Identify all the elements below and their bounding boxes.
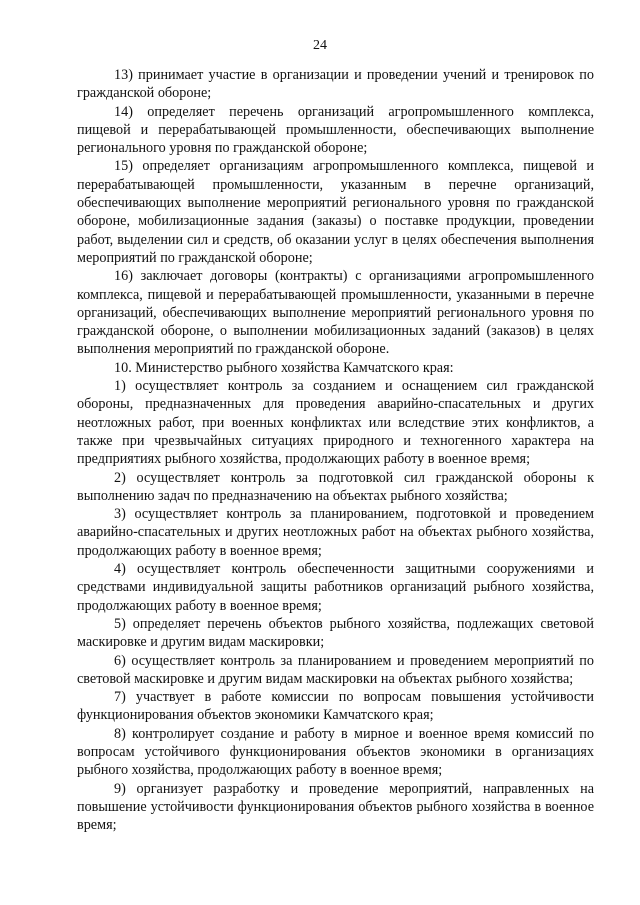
- paragraph-item-2: 2) осуществляет контроль за подготовкой сил гражданской обороны к выполнению задач по предназначению на объектах рыбного хозяйства;: [77, 469, 594, 504]
- section-heading-10: 10. Министерство рыбного хозяйства Камчатского края:: [114, 359, 454, 376]
- paragraph-item-9: 9) организует разработку и проведение мероприятий, направленных на повышение устойчивости функционирования объектов рыбного хозяйства в военное время;: [77, 780, 594, 834]
- paragraph-item-16: 16) заключает договоры (контракты) с организациями агропромышленного комплекса, пищевой и перерабатывающей промышленности, указанными в перечне организаций, обеспечивающих выполнение мероприятий регионального уровня по гражданской обороне, о выполнении мобилизационных заданий (заказов) в целях выполнения мероприятий по гражданской обороне.: [77, 268, 594, 358]
- page-number: 24: [313, 38, 327, 53]
- paragraph-item-1: 1) осуществляет контроль за созданием и оснащением сил гражданской обороны, предназначенных для проведения аварийно-спасательных и других неотложных работ, при военных конфликтах или вследствие этих конфликтов, а также при чрезвычайных ситуациях природного и техногенного характера на предприятиях рыбного хозяйства, продолжающих работу в военное время;: [77, 378, 594, 468]
- paragraph-item-15: 15) определяет организациям агропромышленного комплекса, пищевой и перерабатывающей промышленности, указанным в перечне организаций, обеспечивающих выполнение мероприятий регионального уровня по гражданской обороне, мобилизационные задания (заказы) о поставке продукции, проведении работ, выделении сил и средств, об оказании услуг в целях обеспечения выполнения мероприятий по гражданской обороне;: [77, 158, 594, 266]
- paragraph-item-14: 14) определяет перечень организаций агропромышленного комплекса, пищевой и перерабатывающей промышленности, обеспечивающих выполнение регионального уровня по гражданской обороне;: [77, 103, 594, 157]
- paragraph-item-13: 13) принимает участие в организации и проведении учений и тренировок по гражданской обороне;: [77, 67, 594, 102]
- document-body: [77, 66, 594, 834]
- paragraph-item-3: 3) осуществляет контроль за планированием, подготовкой и проведением аварийно-спасательных и других неотложных работ на объектах рыбного хозяйства, продолжающих работу в военное время;: [77, 506, 594, 559]
- paragraph-item-8: 8) контролирует создание и работу в мирное и военное время комиссий по вопросам устойчивого функционирования объектов экономики в организациях рыбного хозяйства, продолжающих работу в военное время;: [77, 725, 594, 779]
- paragraph-item-7: 7) участвует в работе комиссии по вопросам повышения устойчивости функционирования объектов экономики Камчатского края;: [77, 689, 594, 724]
- paragraph-item-4: 4) осуществляет контроль обеспеченности защитными сооружениями и средствами индивидуальной защиты работников организаций рыбного хозяйства, продолжающих работу в военное время;: [77, 561, 594, 614]
- paragraph-item-6: 6) осуществляет контроль за планированием и проведением мероприятий по световой маскировке и другим видам маскировки на объектах рыбного хозяйства;: [77, 652, 594, 687]
- paragraph-item-5: 5) определяет перечень объектов рыбного хозяйства, подлежащих световой маскировке и другим видам маскировки;: [77, 615, 594, 651]
